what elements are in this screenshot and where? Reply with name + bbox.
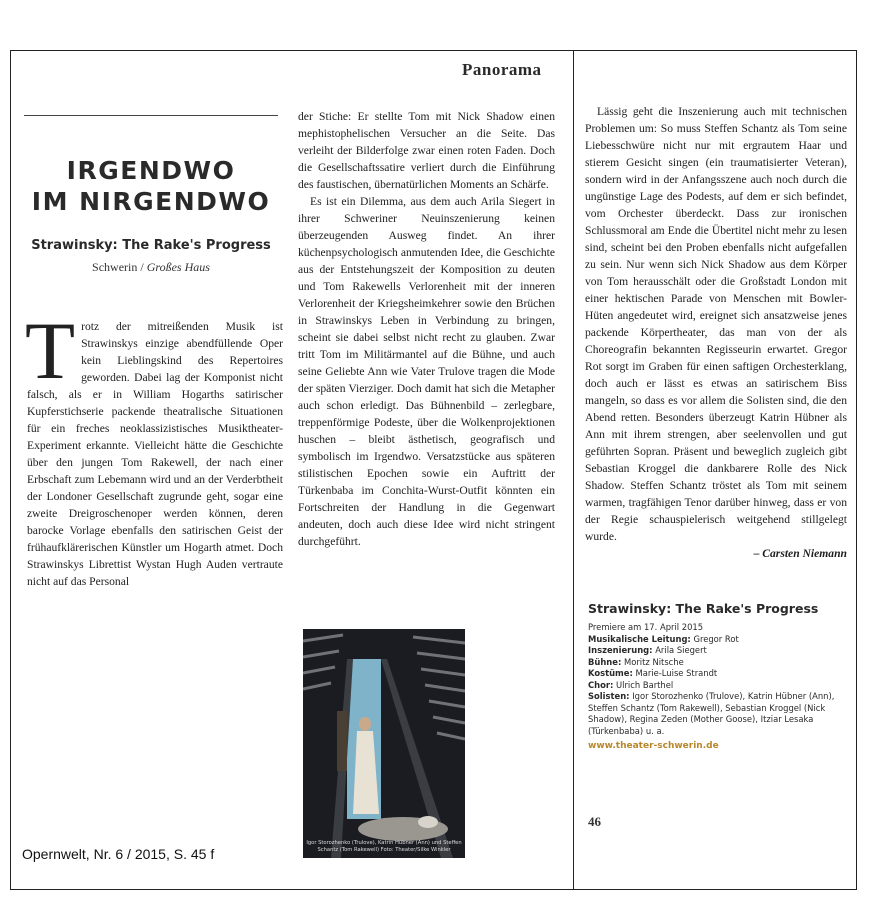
headline	[24, 155, 278, 217]
credit-label: Solisten:	[588, 691, 630, 701]
headline-rule	[24, 115, 278, 116]
credit-value: Arila Siegert	[655, 645, 707, 655]
paragraph: Es ist ein Dilemma, aus dem auch Arila Siegert in ihrer Schweriner Neuinszenierung keinen überzeugenden Ausweg findet. An ihrer küchenpsychologisch anmutenden Idee, die Geschichte aus der Entstehungszeit der Komposition zu deuten und Tom Rakewells Verlorenheit mit der inneren Verlorenheit der Kriegsheimkehrer sowie den Brüchen in Strawinskys Leben in Verbindung zu bringen, scheint sie dabei selbst nicht recht zu glauben. Zwar tritt Tom im Militärmantel auf die Bühne, und auch seine Geliebte Ann wie Vater Trulove tragen die Mode der späten Vierziger. Doch damit hat sich die Metapher auch schon erledigt. Das Bühnenbild – zerlegbare, treppenförmige Podeste, über die Wolkenprojektionen huschen – bleibt ästhetisch, geografisch und symbolisch im Irgendwo. Versatzstücke aus späteren stilistischen Epochen sowie ein Auftritt der Türkenbaba im Conchita-Wurst-Outfit könnten ein Fortschreiten der Handlung in die Gegenwart andeuten, doch auch diese Idee wird nicht stringent durchgeführt.	[298, 195, 555, 548]
credit-label: Bühne:	[588, 656, 622, 667]
credit-label: Chor:	[588, 679, 614, 690]
credit-label: Kostüme:	[588, 668, 633, 678]
headline-line-1: IRGENDWO	[66, 156, 236, 185]
credit-value: Ulrich Barthel	[616, 679, 674, 690]
venue-line: Schwerin / Großes Haus	[92, 260, 210, 274]
credit-line	[588, 634, 850, 646]
article-column-2	[298, 108, 555, 550]
headline-line-2: IM NIRGENDWO	[31, 187, 271, 216]
paragraph: der Stiche: Er stellte Tom mit Nick Shadow einen mephistophelischen Versucher an die Seite. Das verleiht der Bilderfolge zwar einen roten Faden. Doch die Gesellschaftssatire verliert durch die Einführung des faustischen, übernatürlichen Moments an Schärfe.	[298, 110, 555, 191]
theater-website-link[interactable]: www.theater-schwerin.de	[588, 741, 719, 751]
credit-value: Moritz Nitsche	[623, 656, 684, 667]
stage-scene-image	[303, 629, 465, 858]
credit-line	[588, 657, 850, 669]
page-number: 46	[588, 814, 601, 829]
credit-label: Inszenierung:	[588, 645, 653, 655]
article-column-1	[25, 305, 283, 590]
credit-line	[588, 668, 850, 680]
premiere-date: Premiere am 17. April 2015	[588, 622, 704, 632]
credit-value: Igor Storozhenko (Trulove), Katrin Hübner (Ann), Steffen Schantz (Tom Rakewell), Sebastian Kroggel (Nick Shadow), Regina Zeden (Mother Goose), Itziar Lesaka (Türkenbaba) u. a.	[588, 691, 835, 736]
venue: Großes Haus	[146, 260, 210, 274]
city: Schwerin	[92, 260, 138, 274]
article-subtitle: Strawinsky: The Rake's Progress	[31, 238, 271, 253]
paragraph	[25, 305, 283, 590]
author-signature: – Carsten Niemann	[753, 547, 847, 560]
section-header: Panorama	[462, 60, 542, 79]
credit-line	[588, 691, 850, 737]
credit-label: Musikalische Leitung:	[588, 633, 691, 644]
production-infobox	[588, 601, 850, 751]
article-column-3	[585, 103, 847, 562]
paragraph-text: rotz der mitreißenden Musik ist Strawinskys einzige abendfüllende Oper kein Lieblingskind des Repertoires geworden. Dabei lag der Komponist nicht falsch, als er in William Hogarths satirischer Kupferstichserie packende theatralische Situationen für ein freches neoklassizistisches Musiktheater-Experiment erkannte. Vielleicht hätte die Geschichte über den jungen Tom Rakewell, der nach einer Erbschaft zum Lebemann wird und an der Verderbtheit der Londoner Gesellschaft zugrunde geht, sogar eine zweite Dreigroschenoper werden können, deren barocke Vorlage ebenfalls den satirischen Geist der frühaufklärerischen Künstler um Hogarth atmet. Doch Strawinskys Librettist Wystan Hugh Auden vertraute nicht auf das Personal	[27, 320, 283, 588]
credit-value: Gregor Rot	[693, 633, 739, 644]
paragraph: Lässig geht die Inszenierung auch mit technischen Problemen um: So muss Steffen Schantz als Tom seine Liebesschwüre nicht nur mit ergrautem Haar und stierem Gesicht singen (ein traumatisierter Veteran), sondern wird in der Anfangsszene auch noch durch die ungünstige Lage des Podests, auf dem er sich befindet, vom Orchester überdeckt. Dass zur ironischen Schlussmoral am Ende die Übertitel nicht mehr zu lesen sind, scheint bei den Proben ebenfalls nicht aufgefallen zu sein. Nur wenn sich Nick Shadow aus dem Körper von Tom herausschält oder die Großstadt London mit einer hektischen Parade von Menschen mit Bowler-Hüten angedeutet wird, ereignet sich ansatzweise jenes packende Körpertheater, das man von der als Choreografin bekannten Regisseurin erwartet. Gregor Rot sorgt im Graben für einen saftigen Orchesterklang, doch auch er lässt es etwas an satirischem Biss mangeln, so dass es vor allem die Solisten sind, die den Abend retten. Besonders überzeugt Katrin Hübner als Ann mit ihrem strengen, aber seelenvollen und gut geführten Sopran. Präsent und beweglich zugleich gibt Sebastian Kroggel die dankbarere Rolle des Nick Shadow. Steffen Schantz tröstet als Tom mit seinem warmen, tragfähigen Tenor darüber hinweg, dass er von der Regie schauspielerisch weitgehend stillgelegt wurde.	[585, 105, 847, 543]
photo-caption: Igor Storozhenko (Trulove), Katrin Hübner (Ann) und Steffen Schantz (Tom Rakewell) Foto: Theater/Silke Winkler	[306, 840, 462, 853]
source-citation: Opernwelt, Nr. 6 / 2015, S. 45 f	[22, 846, 215, 862]
infobox-title: Strawinsky: The Rake's Progress	[588, 601, 819, 616]
credit-line	[588, 645, 850, 657]
drop-cap: T	[25, 305, 76, 396]
production-photo	[303, 629, 465, 858]
column-divider	[573, 50, 574, 890]
credit-line	[588, 680, 850, 692]
credit-value: Marie-Luise Strandt	[635, 668, 718, 678]
